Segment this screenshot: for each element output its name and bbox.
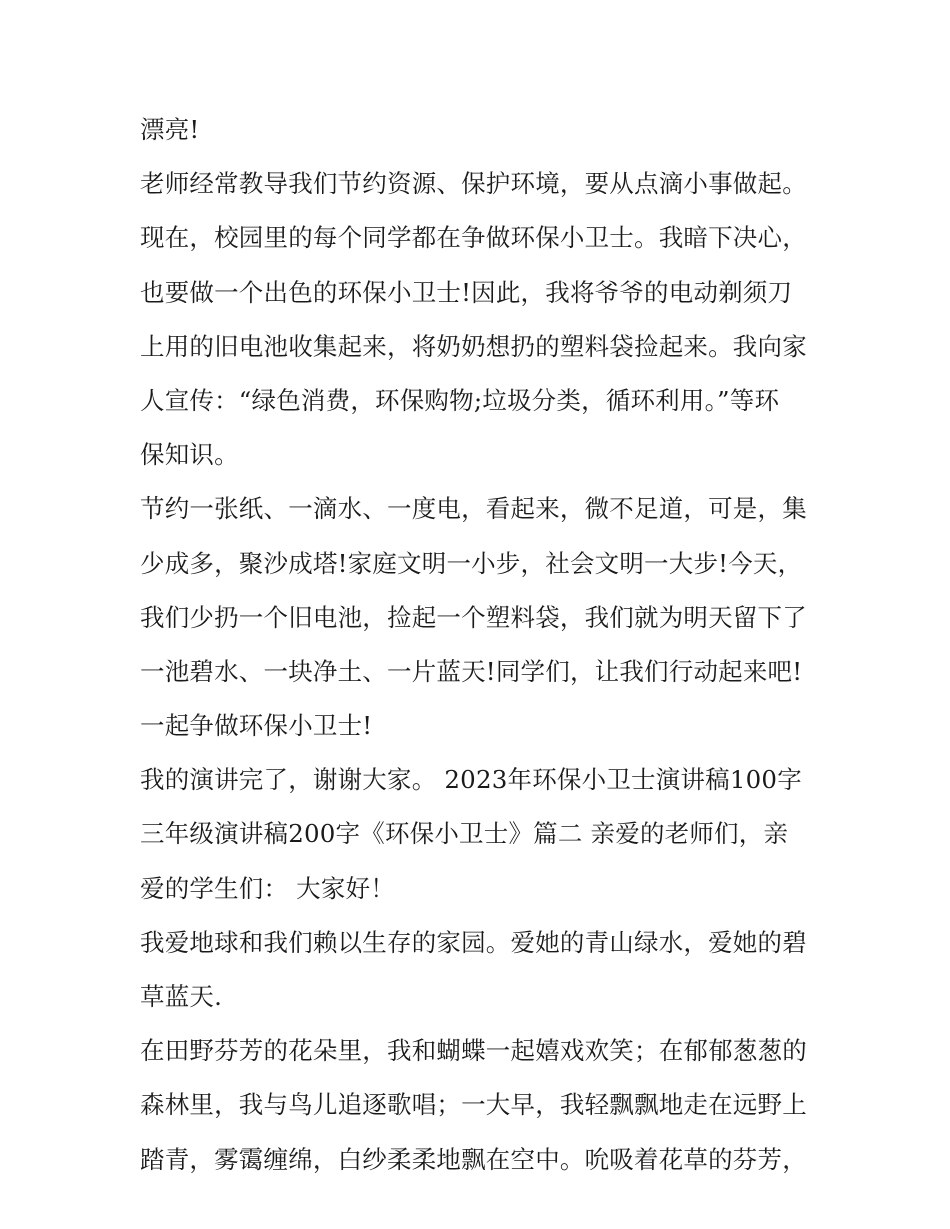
text-line: 在田野芬芳的花朵里，我和蝴蝶一起嬉戏欢笑；在郁郁葱葱的 — [140, 1036, 807, 1066]
text-line: 三年级演讲稿200字《环保小卫士》篇二 亲爱的老师们，亲 — [140, 819, 789, 849]
text-line: 也要做一个出色的环保小卫士!因此，我将爷爷的电动剃须刀 — [140, 277, 793, 307]
text-line: 保知识。 — [140, 440, 239, 470]
text-line: 现在，校园里的每个同学都在争做环保小卫士。我暗下决心， — [140, 223, 807, 253]
document-body — [140, 108, 830, 1192]
text-line: 节约一张纸、一滴水、一度电，看起来，微不足道，可是，集 — [140, 494, 807, 524]
text-line: 老师经常教导我们节约资源、保护环境，要从点滴小事做起。 — [140, 169, 807, 199]
text-line: 少成多，聚沙成塔!家庭文明一小步，社会文明一大步!今天， — [140, 548, 803, 578]
text-line: 我的演讲完了，谢谢大家。 2023年环保小卫士演讲稿100字 — [140, 765, 802, 795]
text-line: 我爱地球和我们赖以生存的家园。爱她的青山绿水，爱她的碧 — [140, 927, 807, 957]
text-line: 草蓝天. — [140, 982, 223, 1011]
text-line: 上用的旧电池收集起来，将奶奶想扔的塑料袋捡起来。我向家 — [140, 331, 807, 361]
text-line: 一池碧水、一块净土、一片蓝天!同学们，让我们行动起来吧! — [140, 656, 803, 686]
text-line: 漂亮! — [140, 115, 200, 144]
text-line: 一起争做环保小卫士! — [140, 711, 373, 741]
text-line: 爱的学生们： 大家好！ — [140, 873, 395, 903]
text-line: 森林里，我与鸟儿追逐歌唱；一大早，我轻飘飘地走在远野上 — [140, 1090, 807, 1120]
text-line: 人宣传：“绿色消费，环保购物;垃圾分类，循环利用。”等环 — [140, 385, 780, 415]
text-line: 我们少扔一个旧电池，捡起一个塑料袋，我们就为明天留下了 — [140, 602, 807, 632]
text-line: 踏青，雾霭缠绵，白纱柔柔地飘在空中。吮吸着花草的芬芳， — [140, 1144, 807, 1174]
